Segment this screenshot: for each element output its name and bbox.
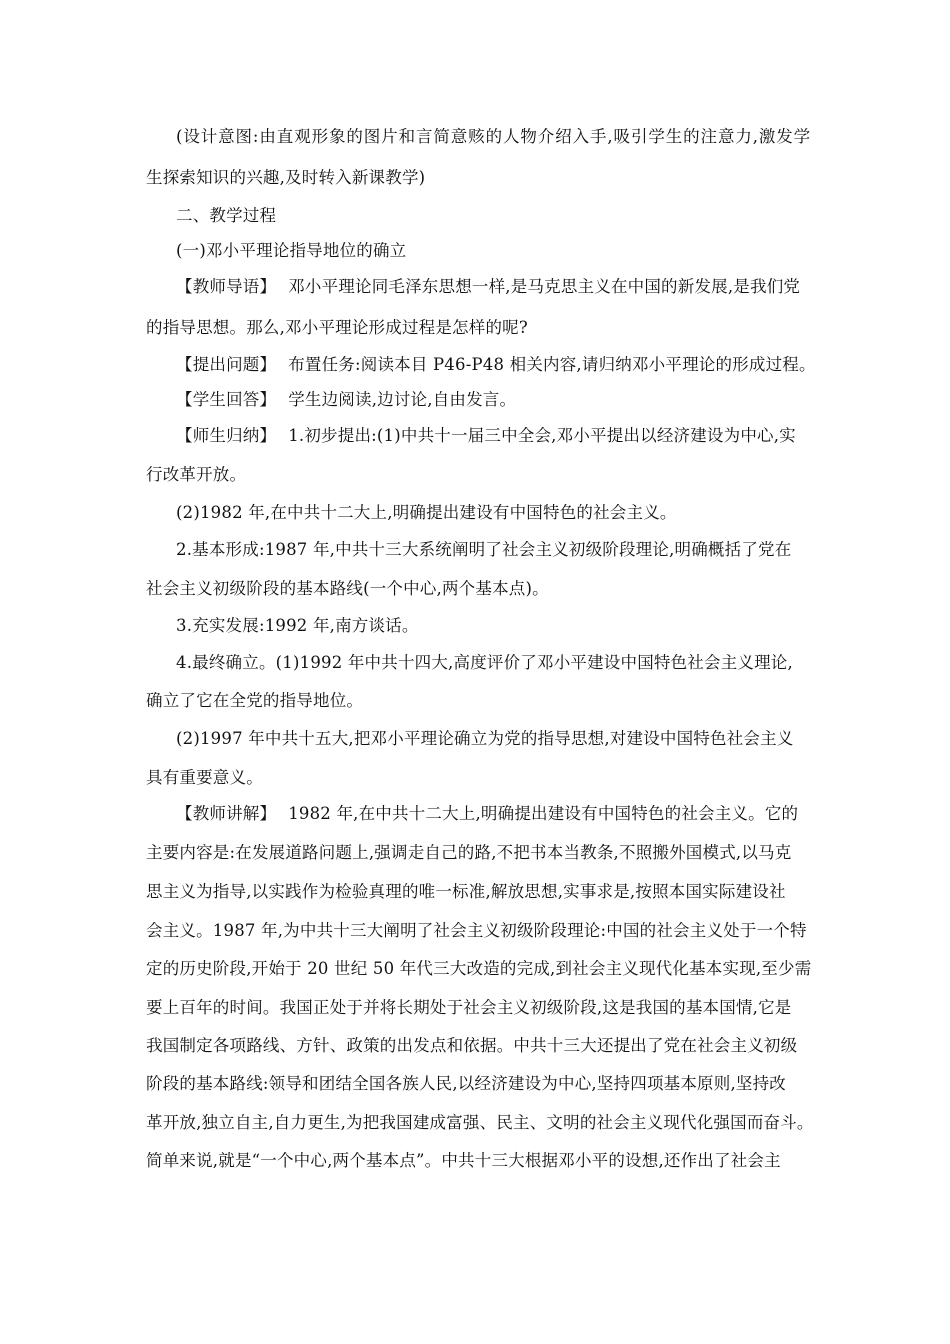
text-line: 我国制定各项路线、方针、政策的出发点和依据。中共十三大还提出了党在社会主义初级 (146, 1036, 798, 1055)
section-heading-teaching-process: 二、教学过程 (176, 206, 277, 225)
label-summary: 【师生归纳】 (176, 426, 277, 445)
text-line: 4.最终确立。(1)1992 年中共十四大,高度评价了邓小平建设中国特色社会主义理论, (176, 653, 793, 672)
text-line: 主要内容是:在发展道路问题上,强调走自己的路,不把书本当教条,不照搬外国模式,以马克 (146, 843, 792, 862)
text-line: 阶段的基本路线:领导和团结全国各族人民,以经济建设为中心,坚持四项基本原则,坚持改 (146, 1074, 786, 1093)
text-line: 3.充实发展:1992 年,南方谈话。 (176, 616, 419, 635)
text-raise-question: 布置任务:阅读本目 P46-P48 相关内容,请归纳邓小平理论的形成过程。 (288, 355, 816, 374)
paragraph-raise-question (176, 354, 816, 376)
text-line: 具有重要意义。 (146, 768, 263, 787)
text-line: (2)1982 年,在中共十二大上,明确提出建设有中国特色的社会主义。 (176, 503, 677, 522)
paragraph-teacher-explain (176, 803, 798, 825)
text-line: 要上百年的时间。我国正处于并将长期处于社会主义初级阶段,这是我国的基本国情,它是 (146, 998, 792, 1017)
text-line: 思主义为指导,以实践作为检验真理的唯一标准,解放思想,实事求是,按照本国实际建设社 (146, 882, 786, 901)
paragraph-summary (176, 425, 796, 447)
text-line: 革开放,独立自主,自力更生,为把我国建成富强、民主、文明的社会主义现代化强国而奋斗。 (146, 1113, 814, 1132)
subsection-heading: (一)邓小平理论指导地位的确立 (176, 241, 407, 260)
paragraph-teacher-intro (176, 276, 800, 298)
text-teacher-intro: 邓小平理论同毛泽东思想一样,是马克思主义在中国的新发展,是我们党 (288, 277, 801, 296)
text-student-answer: 学生边阅读,边讨论,自由发言。 (288, 390, 517, 409)
text-line: 行改革开放。 (146, 465, 247, 484)
text-summary: 1.初步提出:(1)中共十一届三中全会,邓小平提出以经济建设为中心,实 (288, 426, 796, 445)
label-student-answer: 【学生回答】 (176, 390, 277, 409)
label-teacher-intro: 【教师导语】 (176, 277, 277, 296)
label-teacher-explain: 【教师讲解】 (176, 804, 277, 823)
text-line: 确立了它在全党的指导地位。 (146, 691, 364, 710)
text-teacher-explain: 1982 年,在中共十二大上,明确提出建设有中国特色的社会主义。它的 (288, 804, 799, 823)
design-intent-line-1: (设计意图:由直观形象的图片和言简意赅的人物介绍入手,吸引学生的注意力,激发学 (176, 127, 812, 146)
label-raise-question: 【提出问题】 (176, 355, 277, 374)
text-line: 社会主义初级阶段的基本路线(一个中心,两个基本点)。 (146, 579, 549, 598)
text-line: (2)1997 年中共十五大,把邓小平理论确立为党的指导思想,对建设中国特色社会主义 (176, 729, 794, 748)
paragraph-student-answer (176, 389, 516, 411)
design-intent-line-2: 生探索知识的兴趣,及时转入新课教学) (146, 168, 426, 187)
text-line: 2.基本形成:1987 年,中共十三大系统阐明了社会主义初级阶段理论,明确概括了党在 (176, 540, 792, 559)
text-line: 简单来说,就是“一个中心,两个基本点”。中共十三大根据邓小平的设想,还作出了社会主 (146, 1151, 781, 1170)
text-line: 定的历史阶段,开始于 20 世纪 50 年代三大改造的完成,到社会主义现代化基本实现,至少需 (146, 959, 812, 978)
text-line: 的指导思想。那么,邓小平理论形成过程是怎样的呢? (146, 318, 528, 337)
text-line: 会主义。1987 年,为中共十三大阐明了社会主义初级阶段理论:中国的社会主义处于一个特 (146, 921, 807, 940)
